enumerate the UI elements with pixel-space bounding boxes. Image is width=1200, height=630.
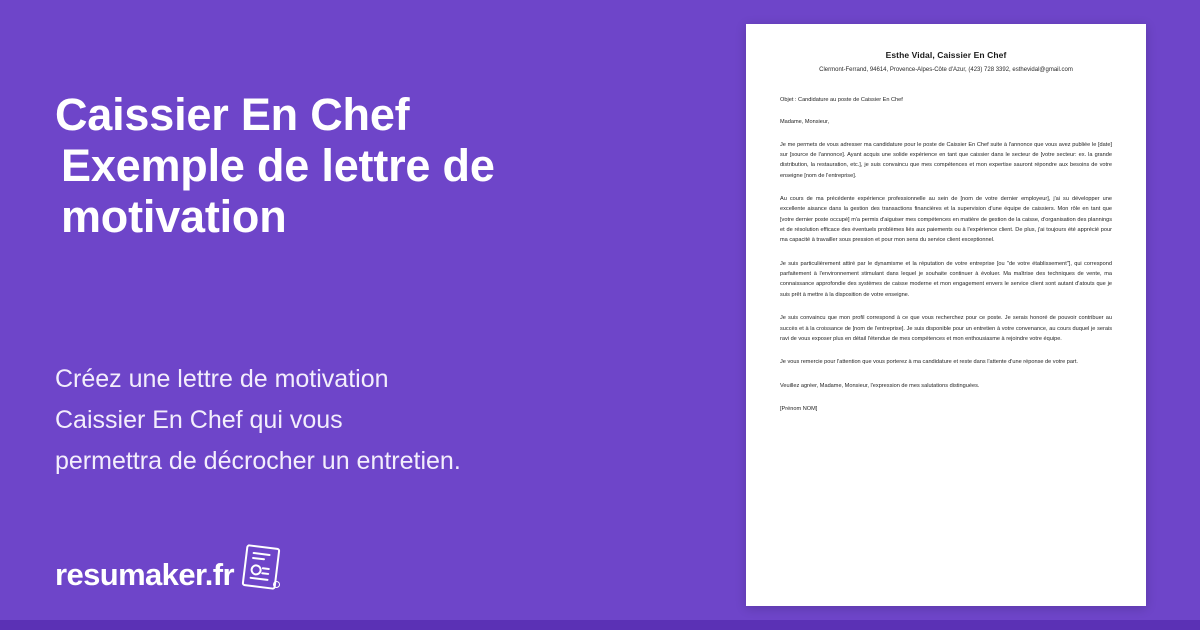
subheadline-line-3: permettra de décrocher un entretien.	[55, 447, 461, 476]
bottom-accent-bar	[0, 620, 1200, 630]
letter-header-contact: Clermont-Ferrand, 94614, Provence-Alpes-Côte d'Azur, (423) 728 3392, esthevidal@gmail.com	[819, 67, 1073, 73]
letter-paragraph-4: Je suis convaincu que mon profil correspond à ce que vous recherchez pour ce poste. Je serais honoré de pouvoir contribuer au succès et à la croissance de [nom de l'entreprise]. Je suis disponible pour un entretien à votre convenance, au cours duquel je serais ravi de vous exposer plus en détail l'étendue de mes compétences et mon enthousiasme à rejoindre votre équipe.	[780, 315, 1112, 342]
headline-line-2: Exemple de lettre de motivation	[61, 139, 495, 242]
letter-paragraph-3: Je suis particulièrement attiré par le dynamisme et la réputation de votre entreprise [ou "de votre établissement"], qui correspond parfaitement à l'environnement stimulant dans lequel je souhaite continuer à évoluer. Ma maîtrise des techniques de vente, ma connaissance approfondie des systèmes de caisse moderne et mon engagement envers le service client sont autant d'atouts que je suis prêt à mettre à la disposition de votre enseigne.	[780, 260, 1112, 298]
letter-header-name: Esthe Vidal, Caissier En Chef	[885, 50, 1007, 60]
resume-document-icon	[240, 546, 280, 590]
letter-salutation: Madame, Monsieur,	[780, 119, 830, 126]
letter-paragraph-1: Je me permets de vous adresser ma candidature pour le poste de Caissier En Chef suite à l'annonce que vous avez publiée le [date] sur [source de l'annonce]. Ayant acquis une solide expérience en tant que caissier dans le secteur de [votre secteur: ex. la grande distribution, la restauration, etc.], je suis convaincu que mes compétences et mon expertise sauront répondre aux besoins de votre enseigne [nom de l'entreprise].	[780, 141, 1112, 179]
letter-closing: Veuillez agréer, Madame, Monsieur, l'expression de mes salutations distinguées.	[780, 382, 980, 389]
page-title	[55, 90, 695, 243]
letter-subject: Objet : Candidature au poste de Caissier En Chef	[780, 97, 903, 103]
letter-signature: [Prénom NOM]	[780, 405, 818, 412]
headline-line-1: Caissier En Chef	[55, 89, 410, 140]
letter-body	[780, 95, 1112, 414]
letter-paragraph-2: Au cours de ma précédente expérience professionnelle au sein de [nom de votre dernier employeur], j'ai su développer une excellente aisance dans la gestion des transactions financières et la supervision d'une équipe de caissiers. Mon rôle en tant que [votre dernier poste occupé] m'a permis d'aiguiser mes compétences en matière de gestion de la caisse, d'organisation des plannings et de résolution efficace des éventuels problèmes liés aux paiements ou à l'expérience client. De plus, j'ai toujours été apprécié pour ma capacité à travailler sous pression et pour mon sens du service client exceptionnel.	[780, 196, 1112, 244]
brand-logo-text: resumaker.fr	[55, 557, 234, 592]
letter-paragraph-5: Je vous remercie pour l'attention que vous porterez à ma candidature et reste dans l'attente d'une réponse de votre part.	[780, 359, 1078, 366]
subheadline-line-1: Créez une lettre de motivation	[55, 364, 389, 393]
left-column	[55, 90, 695, 482]
cover-letter-preview[interactable]	[746, 24, 1146, 606]
brand-logo[interactable]	[55, 546, 280, 590]
subheadline-line-2: Caissier En Chef qui vous	[55, 405, 343, 434]
subheadline	[55, 359, 695, 483]
